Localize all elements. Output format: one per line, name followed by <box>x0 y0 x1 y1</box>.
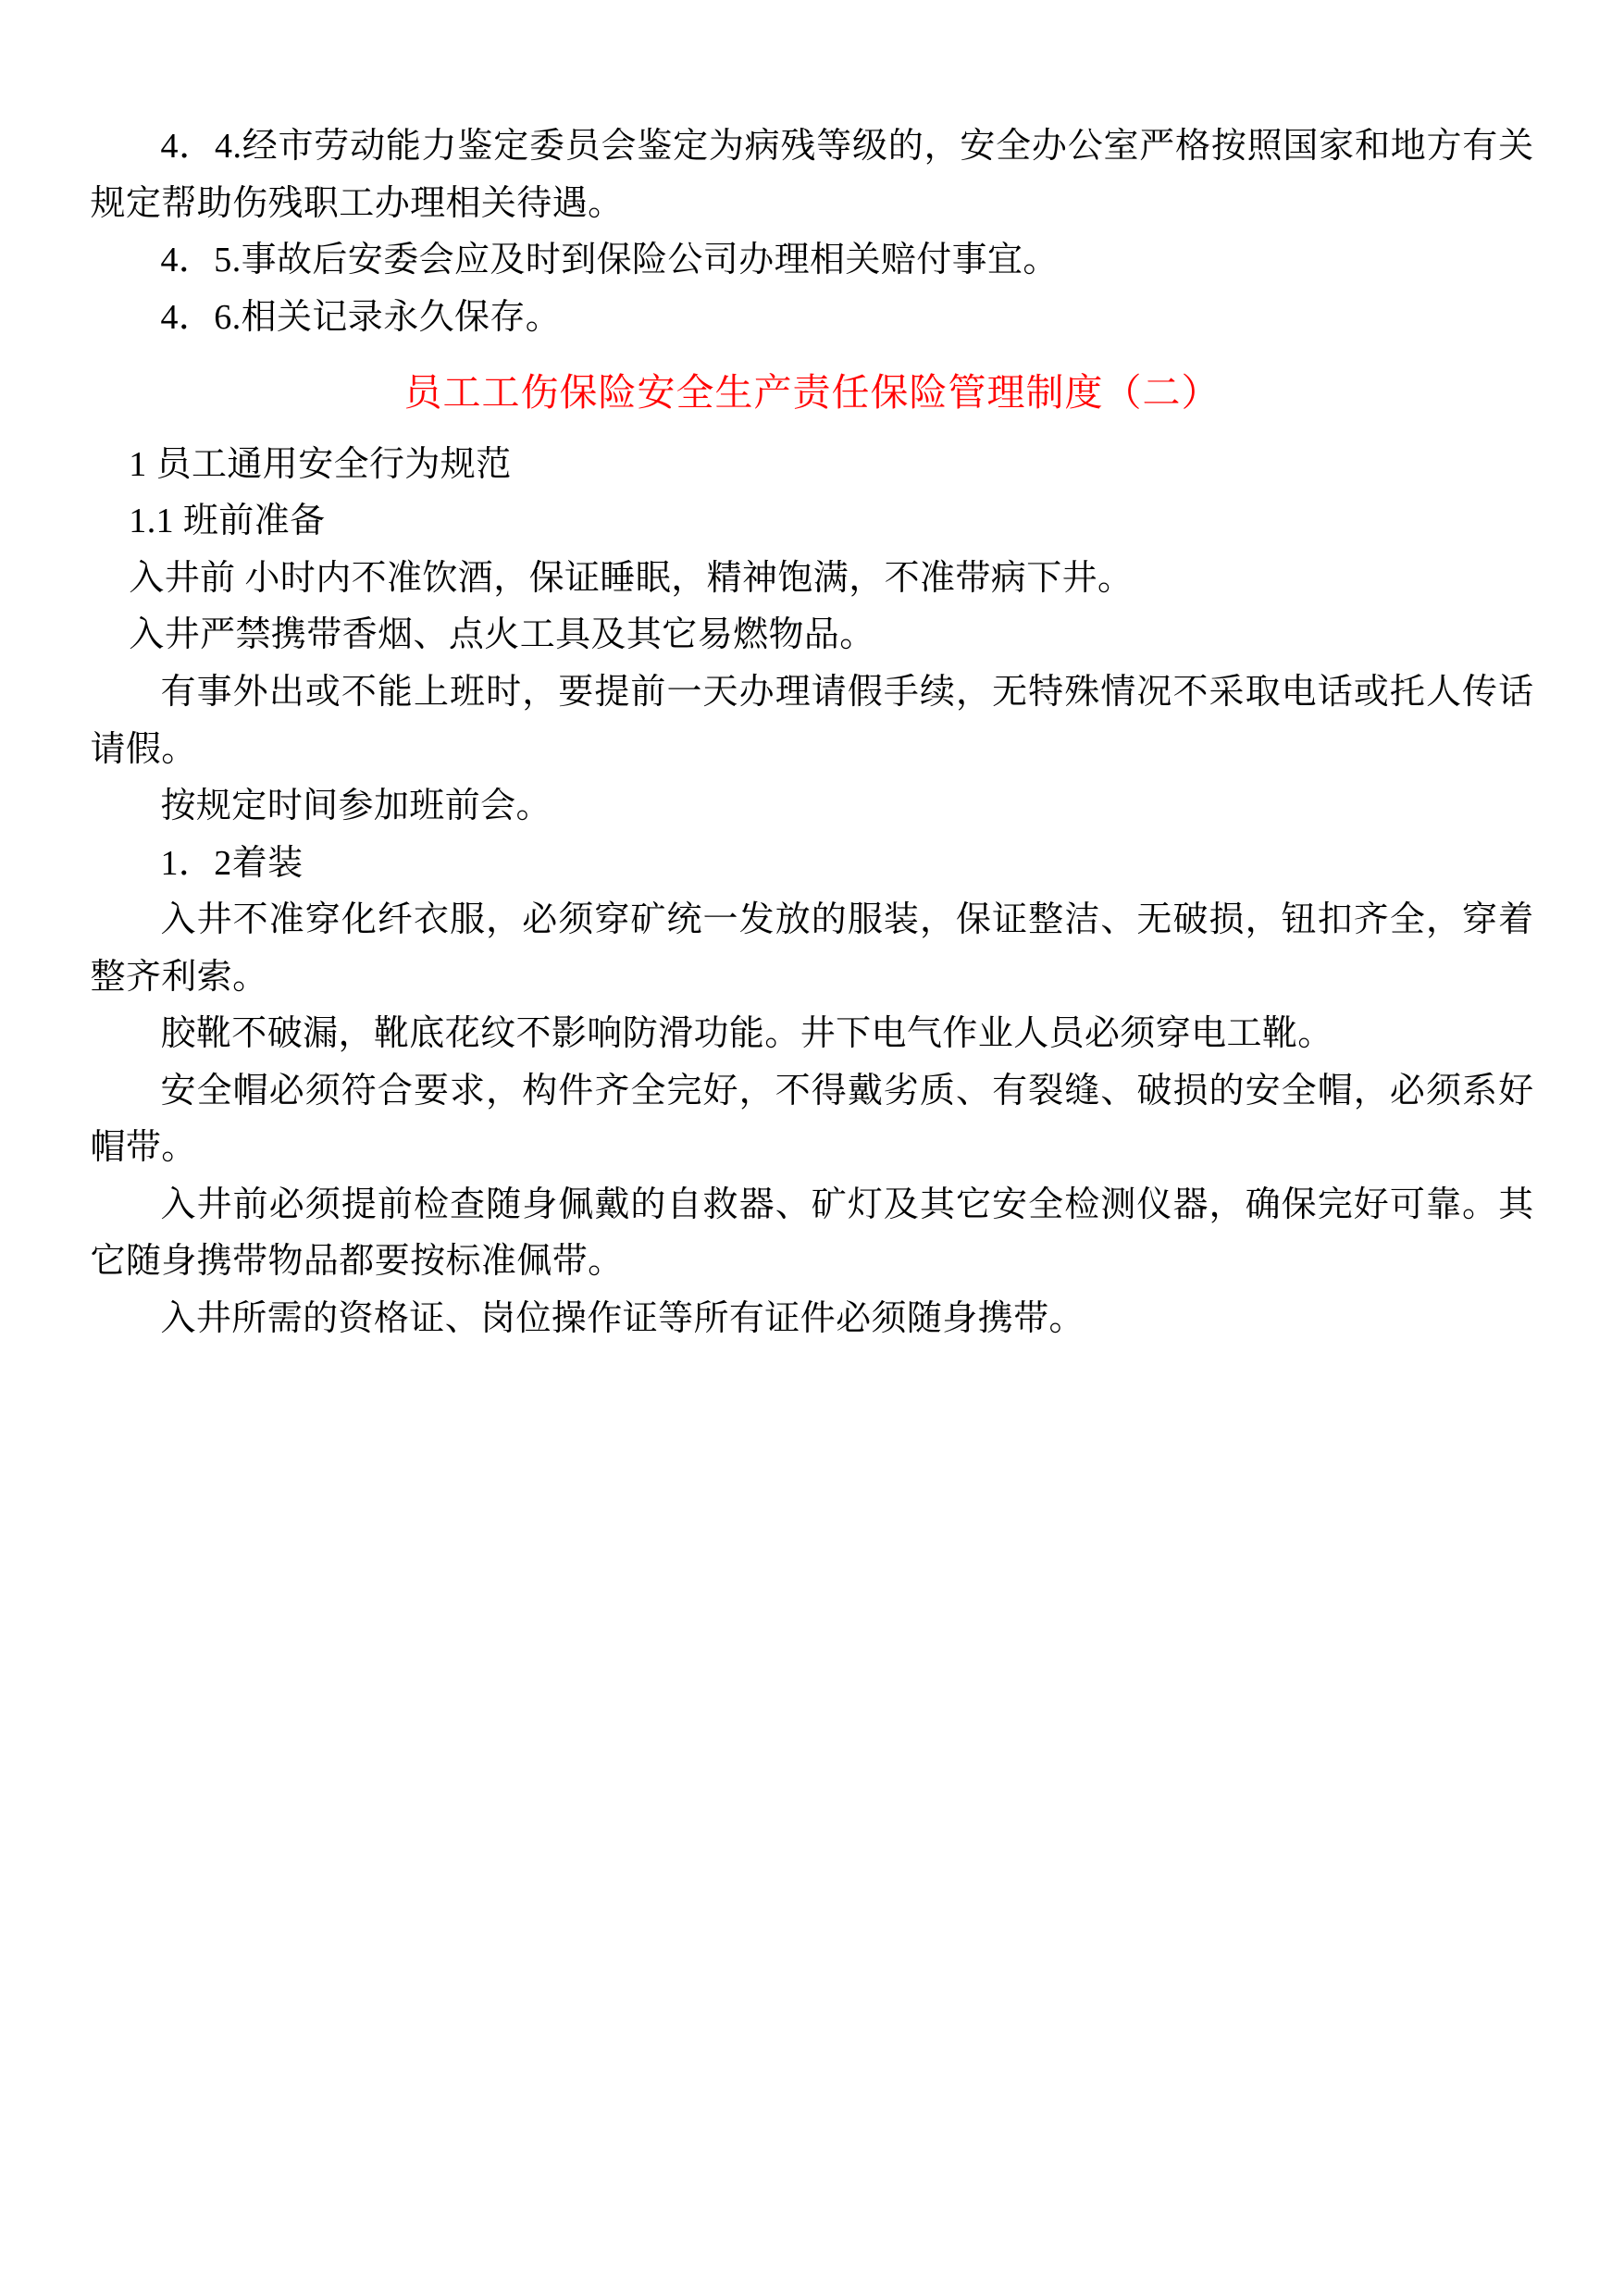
paragraph-4-5: 4．5.事故后安委会应及时到保险公司办理相关赔付事宜。 <box>160 241 1059 280</box>
paragraph-attend-meeting: 按规定时间参加班前会。 <box>160 787 552 826</box>
paragraph-certificates: 入井所需的资格证、岗位操作证等所有证件必须随身携带。 <box>160 1298 1085 1338</box>
paragraph-section-1-1: 1.1 班前准备 <box>129 502 326 541</box>
paragraph-section-1-2: 1．2着装 <box>160 843 304 883</box>
paragraph-pre-shift-alcohol: 入井前 小时内不准饮酒，保证睡眠，精神饱满，不准带病下井。 <box>129 558 1134 598</box>
section-title: 员工工伤保险安全生产责任保险管理制度（二） <box>403 371 1221 415</box>
document-body <box>91 118 1534 1348</box>
paragraph-no-smoking-items: 入井严禁携带香烟、点火工具及其它易燃物品。 <box>129 615 875 655</box>
paragraph-self-rescuer: 入井前必须提前检查随身佩戴的自救器、矿灯及其它安全检测仪器，确保完好可靠。其它随身携带物品都要按标准佩带。 <box>90 1185 1534 1282</box>
paragraph-boots: 胶靴不破漏，靴底花纹不影响防滑功能。井下电气作业人员必须穿电工靴。 <box>160 1014 1333 1054</box>
paragraph-4-6: 4．6.相关记录永久保存。 <box>160 297 562 337</box>
paragraph-4-4: 4．4.经市劳动能力鉴定委员会鉴定为病残等级的，安全办公室严格按照国家和地方有关规定帮助伤残职工办理相关待遇。 <box>90 127 1534 223</box>
paragraph-section-1: 1 员工通用安全行为规范 <box>129 444 512 484</box>
paragraph-leave-request: 有事外出或不能上班时，要提前一天办理请假手续，无特殊情况不采取电话或托人传话请假。 <box>90 672 1534 769</box>
paragraph-clothing: 入井不准穿化纤衣服，必须穿矿统一发放的服装，保证整洁、无破损，钮扣齐全，穿着整齐利索。 <box>90 900 1534 997</box>
paragraph-helmet: 安全帽必须符合要求，构件齐全完好，不得戴劣质、有裂缝、破损的安全帽，必须系好帽带。 <box>90 1071 1534 1168</box>
